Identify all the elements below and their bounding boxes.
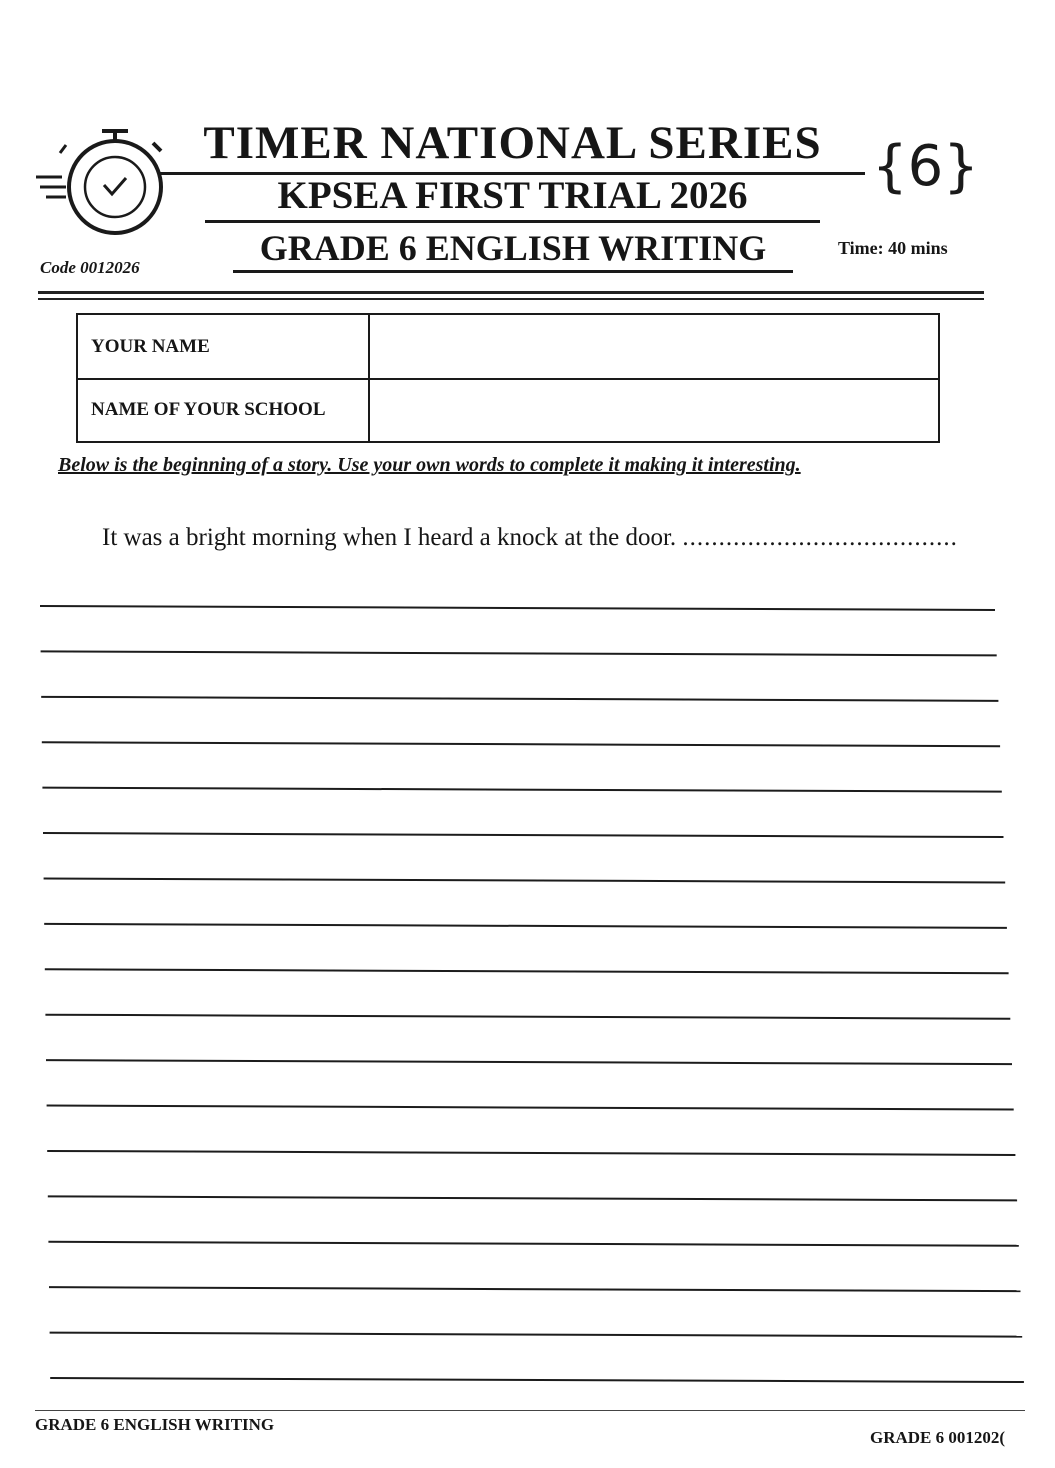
writing-line[interactable] bbox=[48, 1242, 1018, 1246]
subject-title: GRADE 6 ENGLISH WRITING bbox=[233, 226, 793, 273]
writing-line[interactable] bbox=[44, 924, 1007, 928]
writing-line[interactable] bbox=[45, 1015, 1010, 1019]
writing-line[interactable] bbox=[47, 1151, 1015, 1155]
student-name-label: YOUR NAME bbox=[78, 315, 370, 378]
time-allowed: Time: 40 mins bbox=[838, 238, 948, 258]
series-title: TIMER NATIONAL SERIES bbox=[160, 114, 865, 175]
writing-line[interactable] bbox=[50, 1378, 1024, 1382]
footer-code: GRADE 6 001202( bbox=[870, 1428, 1006, 1447]
story-continuation-dots: ...................................... bbox=[682, 524, 958, 551]
story-opening-sentence: It was a bright morning when I heard a knock at the door. bbox=[102, 524, 677, 551]
exam-title: KPSEA FIRST TRIAL 2026 bbox=[205, 172, 820, 223]
writing-line[interactable] bbox=[46, 1060, 1012, 1064]
header-divider bbox=[38, 291, 984, 294]
writing-line[interactable] bbox=[43, 833, 1004, 837]
writing-line[interactable] bbox=[44, 878, 1006, 882]
story-opening bbox=[102, 520, 958, 556]
writing-line[interactable] bbox=[41, 651, 997, 655]
writing-line[interactable] bbox=[42, 788, 1001, 792]
school-name-field[interactable] bbox=[370, 378, 938, 442]
writing-line[interactable] bbox=[50, 1333, 1023, 1337]
paper-code: Code 0012026 bbox=[40, 258, 140, 277]
writing-line[interactable] bbox=[42, 742, 1000, 746]
writing-line[interactable] bbox=[40, 606, 995, 610]
school-name-label: NAME OF YOUR SCHOOL bbox=[78, 378, 370, 442]
student-name-field[interactable] bbox=[370, 315, 938, 378]
writing-line[interactable] bbox=[45, 969, 1009, 973]
student-info-table bbox=[76, 313, 940, 443]
header-divider-secondary bbox=[38, 298, 984, 300]
footer-divider bbox=[35, 1410, 1025, 1411]
writing-line[interactable] bbox=[47, 1106, 1014, 1110]
student-name-row bbox=[78, 315, 938, 380]
writing-line[interactable] bbox=[48, 1196, 1017, 1200]
instruction-text: Below is the beginning of a story. Use your own words to complete it making it interesting. bbox=[58, 454, 801, 476]
school-name-row bbox=[78, 378, 938, 442]
writing-line[interactable] bbox=[49, 1287, 1021, 1291]
stopwatch-icon bbox=[30, 125, 165, 250]
writing-line[interactable] bbox=[41, 697, 998, 701]
paper-number: {6} bbox=[872, 134, 979, 199]
footer-subject: GRADE 6 ENGLISH WRITING bbox=[35, 1415, 275, 1434]
